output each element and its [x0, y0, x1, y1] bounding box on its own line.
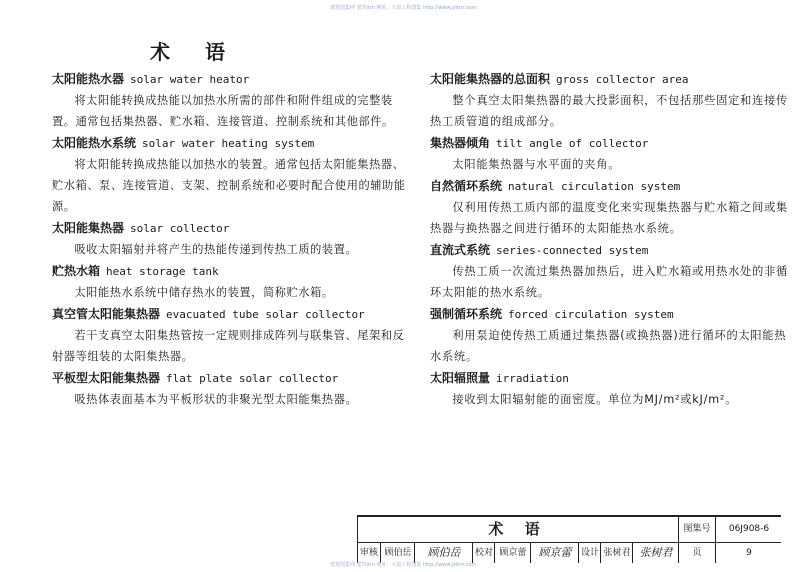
term-zh: 自然循环系统	[430, 179, 503, 193]
term-en: forced circulation system	[508, 308, 674, 321]
term-heading	[430, 304, 790, 325]
term-definition: 太阳能集热器与水平面的夹角。	[452, 158, 621, 171]
term-entry	[52, 368, 412, 410]
term-heading	[430, 69, 790, 90]
term-zh: 太阳能集热器	[52, 221, 125, 235]
term-definition: 吸热体表面基本为平板形状的非聚光型太阳能集热器。	[74, 393, 358, 406]
term-definition: 整个真空太阳集热器的最大投影面积，不包括那些固定和连接传热工质管道的组成部分。	[430, 94, 789, 128]
term-en: natural circulation system	[508, 180, 681, 193]
term-definition: 吸收太阳辐射并将产生的热能传递到传热工质的装置。	[74, 243, 358, 256]
title-block-bottom-row	[358, 543, 781, 563]
term-definition: 若干支真空太阳集热管按一定规则排成阵列与联集管、尾架和反射器等组装的太阳集热器。	[52, 329, 405, 363]
reviewer-name: 顾伯岳	[380, 543, 415, 563]
term-heading	[430, 176, 790, 197]
term-definition: 将太阳能转换成热能以加热水所需的部件和附件组成的完整装置。通常包括集热器、贮水箱、连接管道、控制系统和其他部件。	[52, 94, 394, 128]
term-en: evacuated tube solar collector	[166, 308, 365, 321]
term-entry	[430, 368, 790, 410]
term-en: series-connected system	[496, 244, 649, 257]
term-en: heat storage tank	[106, 265, 219, 278]
atlas-number-label: 图集号	[678, 517, 715, 542]
term-heading	[52, 133, 412, 154]
designer-signature: 张树君	[632, 543, 679, 563]
drawing-title-block	[357, 515, 781, 563]
term-zh: 平板型太阳能集热器	[52, 371, 161, 385]
term-heading	[430, 240, 790, 261]
term-entry	[430, 69, 790, 132]
proofreader-name: 顾京蕾	[494, 543, 531, 563]
design-label: 设计	[578, 543, 601, 563]
term-entry	[430, 240, 790, 303]
term-en: solar water heator	[130, 73, 250, 86]
designer-name: 张树君	[600, 543, 633, 563]
proofreader-signature: 顾京蕾	[530, 543, 579, 563]
right-column	[430, 69, 790, 411]
term-zh: 集热器倾角	[430, 136, 491, 150]
title-block-title: 术 语	[488, 520, 548, 538]
term-en: solar collector	[130, 222, 230, 235]
title-block-top-row	[358, 517, 781, 543]
term-heading	[430, 368, 790, 389]
term-zh: 太阳能集热器的总面积	[430, 72, 551, 86]
watermark-bottom: 建筑图集网 建筑itm 网址：大量工程图集 http://www.jzitm.com	[330, 562, 477, 568]
term-heading	[52, 261, 412, 282]
atlas-number: 06J908-6	[715, 517, 782, 542]
term-en: irradiation	[496, 372, 569, 385]
term-entry	[52, 69, 412, 132]
term-zh: 贮热水箱	[52, 264, 101, 278]
term-entry	[430, 133, 790, 175]
term-entry	[52, 218, 412, 260]
term-zh: 太阳辐照量	[430, 371, 491, 385]
term-heading	[52, 218, 412, 239]
term-definition: 太阳能热水系统中储存热水的装置，简称贮水箱。	[74, 286, 334, 299]
term-definition: 仅利用传热工质内部的温度变化来实现集热器与贮水箱之间或集热器与换热器之间进行循环的太阳能热水系统。	[430, 201, 789, 235]
term-en: solar water heating system	[142, 137, 315, 150]
reviewer-signature: 顾伯岳	[414, 543, 473, 563]
review-label: 审核	[359, 548, 378, 558]
term-heading	[52, 304, 412, 325]
term-zh: 直流式系统	[430, 243, 491, 257]
term-heading	[52, 368, 412, 389]
term-entry	[52, 261, 412, 303]
term-en: tilt angle of collector	[496, 137, 649, 150]
term-en: gross collector area	[556, 73, 689, 86]
term-en: flat plate solar collector	[166, 372, 339, 385]
page-label: 页	[678, 543, 715, 563]
term-zh: 强制循环系统	[430, 307, 503, 321]
page-title: 术 语	[150, 40, 239, 64]
term-definition: 接收到太阳辐射能的面密度。单位为MJ/m²或kJ/m²。	[452, 393, 738, 406]
term-zh: 真空管太阳能集热器	[52, 307, 161, 321]
term-definition: 将太阳能转换成热能以加热水的装置。通常包括太阳能集热器、贮水箱、泵、连接管道、支架、控制系统和必要时配合使用的辅助能源。	[52, 158, 406, 213]
term-definition: 传热工质一次流过集热器加热后，进入贮水箱或用热水处的非循环太阳能的热水系统。	[430, 265, 789, 299]
page-number: 9	[715, 543, 782, 563]
term-entry	[52, 304, 412, 367]
term-heading	[52, 69, 412, 90]
term-entry	[430, 176, 790, 239]
left-column	[52, 69, 412, 411]
term-zh: 太阳能热水系统	[52, 136, 137, 150]
proof-label: 校对	[472, 543, 495, 563]
term-zh: 太阳能热水器	[52, 72, 125, 86]
term-entry	[52, 133, 412, 217]
term-entry	[430, 304, 790, 367]
watermark-top: 建筑图集网 建筑itm 网址：大量工程图集 http://www.jzitm.com	[330, 5, 477, 11]
term-definition: 利用泵迫使传热工质通过集热器(或换热器)进行循环的太阳能热水系统。	[430, 329, 787, 363]
term-heading	[430, 133, 790, 154]
